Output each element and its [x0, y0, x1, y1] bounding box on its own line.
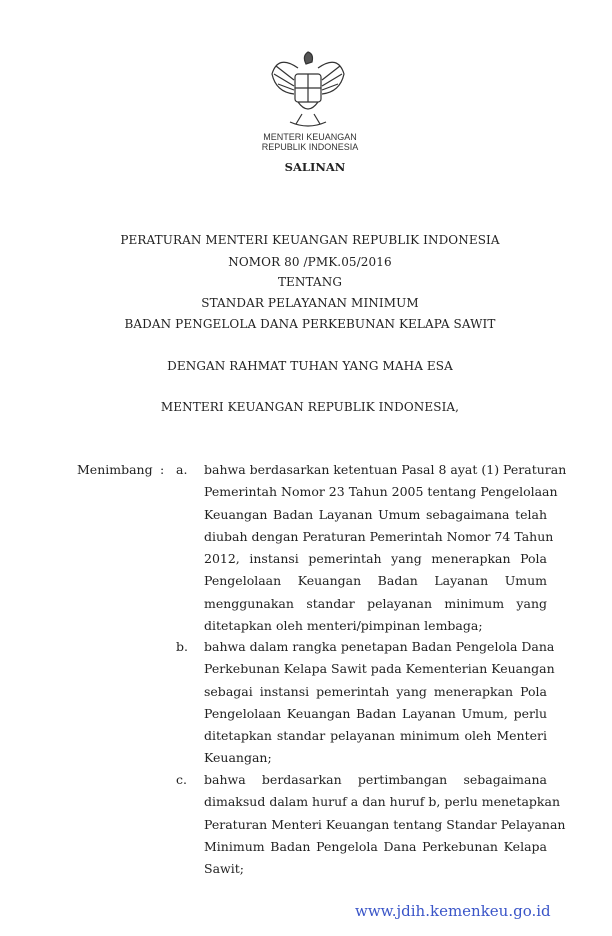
- preamble: DENGAN RAHMAT TUHAN YANG MAHA ESA: [167, 359, 453, 373]
- text-line: 2012, instansi pemerintah yang menerapkan Pola: [204, 551, 547, 567]
- title-tentang: TENTANG: [277, 275, 343, 289]
- text-line: Minimum Badan Pengelola Dana Perkebunan Kelapa: [204, 838, 547, 854]
- text-line: Sawit;: [204, 861, 244, 877]
- menimbang-colon: :: [160, 462, 165, 477]
- title-number: NOMOR 80 /PMK.05/2016: [228, 255, 392, 269]
- text-line: ditetapkan standar pelayanan minimum oleh Menteri: [204, 728, 547, 744]
- salinan-label: SALINAN: [284, 160, 346, 174]
- title-line-1: PERATURAN MENTERI KEUANGAN REPUBLIK INDONESIA: [120, 233, 500, 247]
- menimbang-item: [204, 459, 567, 637]
- text-line: bahwa dalam rangka penetapan Badan Pengelola Dana: [204, 639, 555, 654]
- item-letter: b.: [176, 639, 188, 654]
- text-line: Peraturan Menteri Keuangan tentang Standar Pelayanan: [204, 816, 566, 832]
- text-line: sebagai instansi pemerintah yang menerapkan Pola: [204, 683, 547, 699]
- text-line: Pengelolaan Keuangan Badan Layanan Umum: [204, 573, 547, 589]
- menimbang-item: [204, 636, 555, 770]
- text-line: diubah dengan Peraturan Pemerintah Nomor 74 Tahun: [204, 528, 554, 544]
- text-line: bahwa berdasarkan pertimbangan sebagaimana: [204, 772, 547, 787]
- issuer-line-1: MENTERI KEUANGAN: [263, 132, 357, 142]
- text-line: Keuangan;: [204, 750, 272, 766]
- authority: MENTERI KEUANGAN REPUBLIK INDONESIA,: [160, 400, 460, 414]
- menimbang-label: Menimbang: [77, 462, 153, 477]
- footer-url[interactable]: www.jdih.kemenkeu.go.id: [355, 902, 551, 920]
- item-letter: a.: [176, 462, 188, 477]
- issuer-line-2: REPUBLIK INDONESIA: [261, 142, 359, 152]
- title-subject-2: BADAN PENGELOLA DANA PERKEBUNAN KELAPA SAWIT: [124, 317, 496, 331]
- menimbang-item: [204, 769, 566, 880]
- title-subject-1: STANDAR PELAYANAN MINIMUM: [201, 296, 419, 310]
- item-letter: c.: [176, 772, 187, 787]
- text-line: Perkebunan Kelapa Sawit pada Kementerian Keuangan: [204, 661, 555, 677]
- text-line: dimaksud dalam huruf a dan huruf b, perlu menetapkan: [204, 794, 561, 810]
- garuda-emblem-icon: [268, 44, 348, 130]
- text-line: ditetapkan oleh menteri/pimpinan lembaga;: [204, 618, 483, 634]
- text-line: Pemerintah Nomor 23 Tahun 2005 tentang Pengelolaan: [204, 484, 558, 500]
- text-line: Pengelolaan Keuangan Badan Layanan Umum, perlu: [204, 705, 547, 721]
- text-line: menggunakan standar pelayanan minimum yang: [204, 595, 547, 611]
- text-line: bahwa berdasarkan ketentuan Pasal 8 ayat (1) Peraturan: [204, 462, 567, 477]
- text-line: Keuangan Badan Layanan Umum sebagaimana telah: [204, 506, 547, 522]
